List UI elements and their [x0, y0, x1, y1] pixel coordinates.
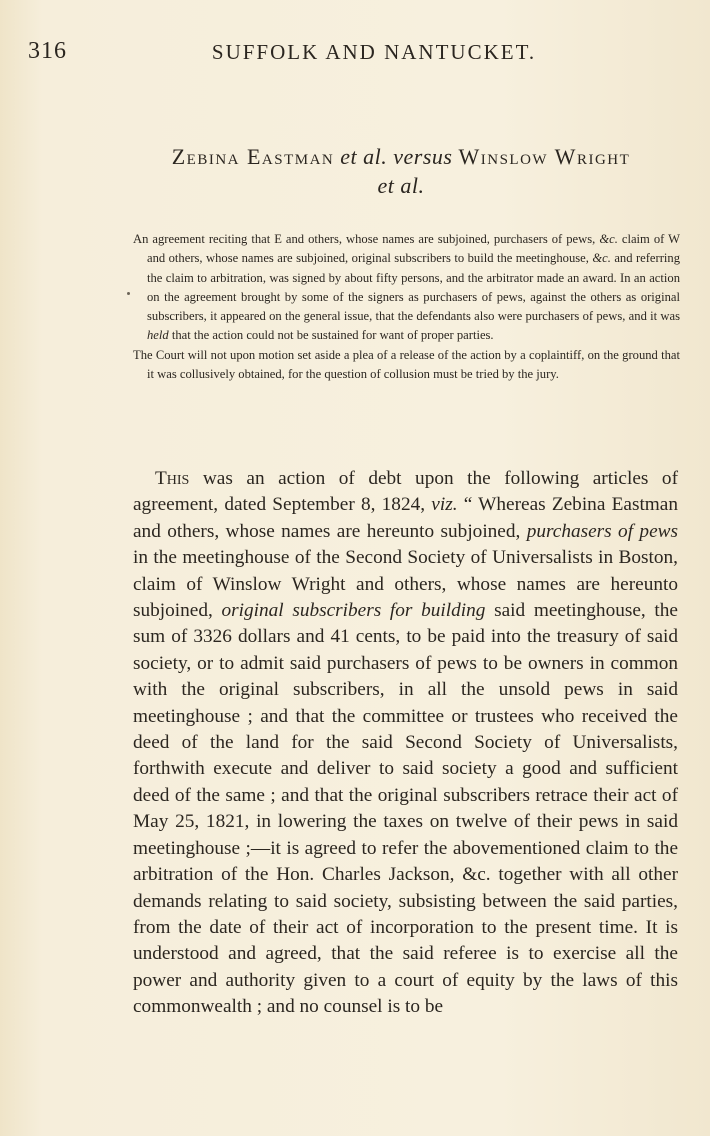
running-head: SUFFOLK AND NANTUCKET. [211, 40, 537, 64]
margin-mark [127, 292, 130, 295]
headnote-italic: &c. [599, 232, 618, 246]
headnote-paragraph-1 [133, 230, 680, 346]
et-al-plaintiff: et al. [340, 144, 388, 169]
versus-word: versus [393, 144, 453, 169]
body-italic: viz. [431, 494, 458, 516]
headnote-paragraph-2: The Court will not upon motion set aside a plea of a release of the action by a coplaintiff, on the ground that it was collusively obtained, for the question of collusion must be tried by the jury. [133, 347, 680, 382]
defendant-name: Winslow Wright [458, 144, 631, 169]
headnote-text: An agreement reciting that E and others, whose names are subjoined, purchasers of pews, [133, 232, 600, 246]
plaintiff-name: Zebina Eastman [171, 144, 335, 169]
headnote-italic: held [147, 328, 169, 343]
headnote-italic: &c. [592, 251, 611, 266]
headnote-text: and referring the claim to arbitration, was signed by about fifty persons, and the arbitrator made an award. In an action on the agreement brought by some of the signers as purchasers of pews, against the others as original subscribers, it appeared on the general issue, that the defendants also were purchasers of pews, and it was [147, 251, 681, 324]
headnote [133, 230, 680, 384]
body-paragraph [133, 466, 678, 1021]
headnote-text: that the action could not be sustained for want of proper parties. [168, 328, 494, 343]
page-number: 316 [28, 38, 67, 64]
page-header [28, 38, 680, 68]
body-text-run: was an action of debt upon the following articles of agreement, dated September 8, 1824, [133, 468, 678, 516]
body-italic: purchasers of pews [526, 520, 678, 542]
lead-in-word: This [155, 468, 190, 489]
headnote-text: claim of W and others, whose names are subjoined, original subscribers to build the meetinghouse, [147, 232, 681, 266]
body-text-run: “ Whereas Zebina Eastman and others, whose names are hereunto subjoined, [133, 494, 678, 542]
et-al-defendant: et al. [377, 173, 425, 198]
body-text [133, 466, 678, 1021]
body-text-run: said meetinghouse, the sum of 3326 dollars and 41 cents, to be paid into the treasury of said society, or to admit said purchasers of pews to be owners in common with the original subscribers, in all the unsold pews in said meetinghouse ; and that the committee or trustees who received the deed of the land for the said Second Society of Universalists, forthwith execute and deliver to said society a good and sufficient deed of the same ; and that the original subscribers retrace their act of May 25, 1821, in lowering the taxes on twelve of their pews in said meetinghouse ;—it is agreed to refer the abovementioned claim to the arbitration of the Hon. Charles Jackson, &c. together with all other demands relating to said society, subsisting between the said parties, from the date of their act of incorporation to the present time. It is understood and agreed, that the said referee is to exercise all the power and authority given to a court of equity by the laws of this commonwealth ; and no counsel is to be [133, 600, 678, 1018]
case-title [120, 142, 682, 200]
body-text-run: in the meetinghouse of the Second Society of Universalists in Boston, claim of Winslow Wright and others, whose names are hereunto subjoined, [133, 547, 678, 622]
body-italic: original subscribers for building [221, 600, 486, 622]
